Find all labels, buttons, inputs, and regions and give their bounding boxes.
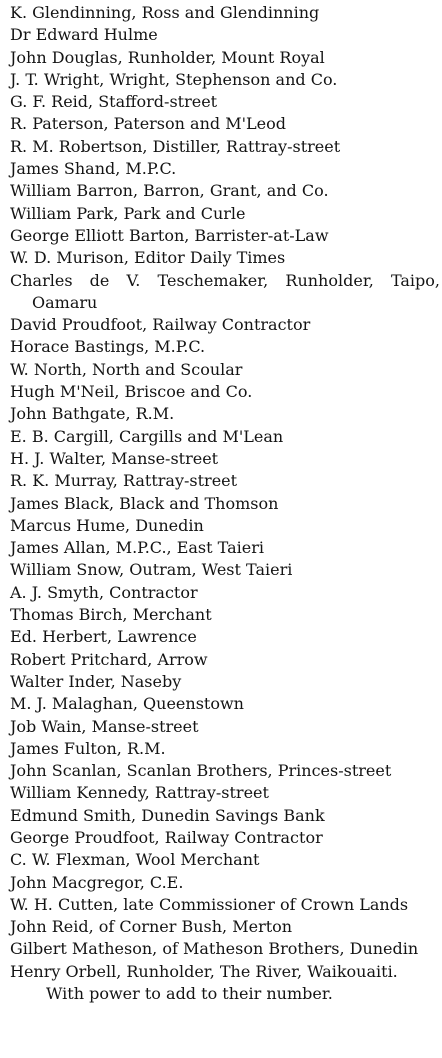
list-item: A. J. Smyth, Contractor — [10, 582, 198, 602]
list-item: M. J. Malaghan, Queenstown — [10, 694, 244, 714]
list-item: Thomas Birch, Merchant — [10, 605, 212, 625]
list-item: George Elliott Barton, Barrister-at-Law — [10, 225, 329, 245]
name-list — [10, 2, 440, 1005]
list-item: Hugh M'Neil, Briscoe and Co. — [10, 382, 253, 402]
list-item: Dr Edward Hulme — [10, 25, 158, 45]
list-item: W. D. Murison, Editor Daily Times — [10, 248, 286, 268]
list-item: Henry Orbell, Runholder, The River, Waikouaiti. — [10, 961, 398, 981]
list-item: James Fulton, R.M. — [10, 738, 166, 758]
list-item: W. H. Cutten, late Commissioner of Crown Lands — [10, 894, 409, 914]
list-item: C. W. Flexman, Wool Merchant — [10, 850, 260, 870]
list-item: Horace Bastings, M.P.C. — [10, 337, 206, 357]
list-item: George Proudfoot, Railway Contractor — [10, 827, 323, 847]
list-item: R. K. Murray, Rattray-street — [10, 471, 238, 491]
list-item: William Park, Park and Curle — [10, 203, 246, 223]
list-item: Ed. Herbert, Lawrence — [10, 627, 197, 647]
list-item: Job Wain, Manse-street — [10, 716, 199, 736]
list-item: James Allan, M.P.C., East Taieri — [10, 538, 264, 558]
list-item: William Barron, Barron, Grant, and Co. — [10, 181, 329, 201]
list-item: James Shand, M.P.C. — [10, 159, 177, 179]
list-item: G. F. Reid, Stafford-street — [10, 92, 218, 112]
list-item: Marcus Hume, Dunedin — [10, 515, 204, 535]
list-item: William Kennedy, Rattray-street — [10, 783, 269, 803]
list-item: Walter Inder, Naseby — [10, 671, 182, 691]
list-item: W. North, North and Scoular — [10, 359, 243, 379]
list-item: K. Glendinning, Ross and Glendinning — [10, 3, 320, 22]
list-item: R. Paterson, Paterson and M'Leod — [10, 114, 286, 134]
list-item: Charles de V. Teschemaker, Runholder, Taipo, Oamaru — [10, 270, 440, 312]
list-item: David Proudfoot, Railway Contractor — [10, 315, 311, 335]
list-item: John Douglas, Runholder, Mount Royal — [10, 47, 325, 67]
list-item: John Reid, of Corner Bush, Merton — [10, 917, 293, 937]
list-item: James Black, Black and Thomson — [10, 493, 279, 513]
list-item: John Macgregor, C.E. — [10, 872, 184, 892]
list-item: Gilbert Matheson, of Matheson Brothers, Dunedin — [10, 939, 419, 959]
list-item: E. B. Cargill, Cargills and M'Lean — [10, 426, 284, 446]
list-item: John Scanlan, Scanlan Brothers, Princes-street — [10, 761, 392, 781]
closing-note: With power to add to their number. — [46, 984, 333, 1004]
list-item: Edmund Smith, Dunedin Savings Bank — [10, 805, 325, 825]
list-item: H. J. Walter, Manse-street — [10, 448, 219, 468]
list-item: William Snow, Outram, West Taieri — [10, 560, 293, 580]
list-item: John Bathgate, R.M. — [10, 404, 175, 424]
list-item: J. T. Wright, Wright, Stephenson and Co. — [10, 69, 338, 89]
list-item: Robert Pritchard, Arrow — [10, 649, 208, 669]
list-item: R. M. Robertson, Distiller, Rattray-street — [10, 136, 341, 156]
